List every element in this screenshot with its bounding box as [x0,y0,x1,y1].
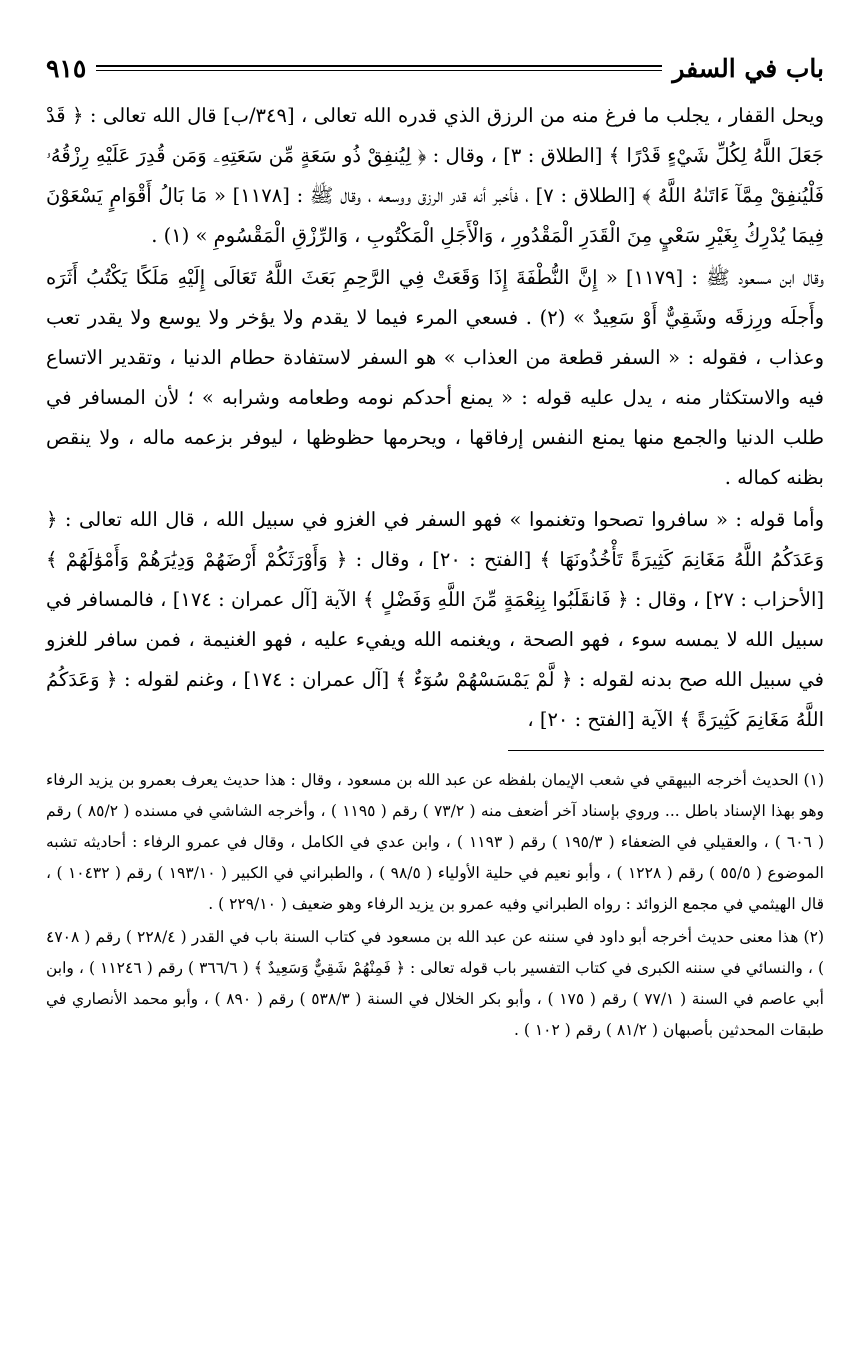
paragraph-3: وأما قوله : « سافروا تصحوا وتغنموا » فهو السفر في الغزو في سبيل الله ، قال الله تعالى : ﴿ وَعَدَكُمُ اللَّهُ مَغَانِمَ كَثِيرَةً تَأْخُذُونَهَا ﴾ [الفتح : ٢٠] ، وقال : ﴿ وَأَوْرَثَكُمْ أَرْضَهُمْ وَدِيَٰرَهُمْ وَأَمْوَٰلَهُمْ ﴾ [الأحزاب : ٢٧] ، وقال : ﴿ فَانقَلَبُوا بِنِعْمَةٍ مِّنَ اللَّهِ وَفَضْلٍ ﴾ الآية [آل عمران : ١٧٤] ، فالمسافر في سبيل الله لا يمسه سوء ، فهو الصحة ، ويغنمه الله ويفيء عليه ، فهو الغنيمة ، فمن سافر للغزو في سبيل الله صح بدنه لقوله : ﴿ لَّمْ يَمْسَسْهُمْ سُوٓءٌ ﴾ [آل عمران : ١٧٤] ، وغنم لقوله : ﴿ وَعَدَكُمُ اللَّهُ مَغَانِمَ كَثِيرَةً ﴾ الآية [الفتح : ٢٠] ، [46,508,825,731]
running-title: باب في السفر [672,53,824,83]
paragraph-1: ويحل القفار ، يجلب ما فرغ منه من الرزق الذي قدره الله تعالى ، [٣٤٩/ب] قال الله تعالى : ﴿ قَدْ جَعَلَ اللَّهُ لِكُلِّ شَيْءٍ قَدْرًا ﴾ [الطلاق : ٣] ، وقال : ﴿ لِيُنفِقْ ذُو سَعَةٍ مِّن سَعَتِهِۦ وَمَن قُدِرَ عَلَيْهِ رِزْقُهُۥ فَلْيُنفِقْ مِمَّآ ءَاتَىٰهُ اللَّهُ ﴾ [الطلاق : ٧] ، فأخبر أنه قدر الرزق ووسعه ، وقال ﷺ : [١١٧٨] « مَا بَالُ أَقْوَامٍ يَسْعَوْنَ فِيمَا يُدْرِكُ بِغَيْرِ سَعْيٍ مِنَ الْقَدَرِ الْمَقْدُورِ ، وَالْأَجَلِ الْمَكْتُوبِ ، وَالرِّزْقِ الْمَقْسُومِ » (١) . [46,104,825,247]
page-header [46,44,824,92]
footnote-1: (١) الحديث أخرجه البيهقي في شعب الإيمان بلفظه عن عبد الله بن مسعود ، وقال : هذا حديث يعرف بعمرو بن يزيد الرفاء وهو بهذا الإسناد باطل ... وروي بإسناد آخر أضعف منه ( ٧٣/٢ ) رقم ( ١١٩٥ ) ، وأخرجه الشاشي في مسنده ( ٨٥/٢ ) رقم ( ٦٠٦ ) ، والعقيلي في الضعفاء ( ١٩٥/٣ ) رقم ( ١١٩٣ ) ، وابن عدي في الكامل ، وقال في عمرو الرفاء : أحاديثه تشبه الموضوع ( ٥٥/٥ ) رقم ( ١٢٢٨ ) ، وأبو نعيم في حلية الأولياء ( ٩٨/٥ ) ، والطبراني في الكبير ( ١٩٣/١٠ ) رقم ( ١٠٤٣٢ ) ، قال الهيثمي في مجمع الزوائد : رواه الطبراني وفيه عمرو بن يزيد الرفاء وهو ضعيف ( ٢٢٩/١٠ ) . [46,771,824,913]
footnote-separator [508,750,824,751]
page-number: ٩١٥ [46,53,87,83]
paragraph-2: وقال ابن مسعود ﷺ : [١١٧٩] « إِنَّ النُّطْفَةَ إِذَا وَقَعَتْ فِي الرَّحِمِ بَعَثَ اللَّهُ تَعَالَى إِلَيْهِ مَلَكًا يَكْتُبُ أَثَرَه وأَجلَه ورِزقَه وشَقِيٌّ أَوْ سَعِيدٌ » (٢) . فسعي المرء فيما لا يقدم ولا يؤخر ولا يوسع ولا يقدر تعب وعذاب ، فقوله : « السفر قطعة من العذاب » هو السفر لاستفادة حطام الدنيا ، وتقدير الاتساع فيه والاستكثار منه ، يدل عليه قوله : « يمنع أحدكم نومه وطعامه وشرابه » ؛ لأن المسافر في طلب الدنيا والجمع منها يمنع النفس إرفاقها ، ويحرمها حظوظها ، ليوفر بزعمه ماله ، ولا ينقص بظنه كماله . [46,266,824,489]
header-rule [96,65,662,71]
main-text [46,96,824,740]
book-page [46,44,824,1048]
footnotes [46,765,824,1046]
footnote-2: (٢) هذا معنى حديث أخرجه أبو داود في سننه عن عبد الله بن مسعود في كتاب السنة باب في القدر ( ٢٢٨/٤ ) رقم ( ٤٧٠٨ ) ، والنسائي في سننه الكبرى في كتاب التفسير باب قوله تعالى : ﴿ فَمِنْهُمْ شَقِيٌّ وَسَعِيدٌ ﴾ ( ٣٦٦/٦ ) رقم ( ١١٢٤٦ ) ، وابن أبي عاصم في السنة ( ٧٧/١ ) رقم ( ١٧٥ ) ، وأبو بكر الخلال في السنة ( ٥٣٨/٣ ) رقم ( ٨٩٠ ) ، وأبو محمد الأنصاري في طبقات المحدثين بأصبهان ( ٨١/٢ ) رقم ( ١٠٢ ) . [46,928,824,1039]
